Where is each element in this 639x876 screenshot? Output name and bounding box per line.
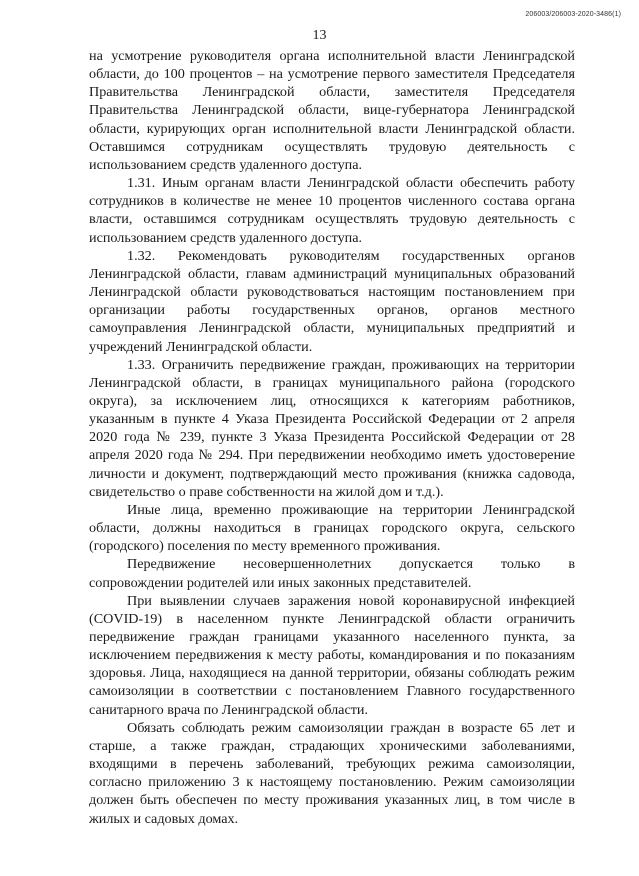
paragraph-1-31: 1.31. Иным органам власти Ленинградской области обеспечить работу сотрудников в количестве не менее 10 процентов численного состава органа власти, оставшимся сотрудникам осуществлять трудовую деятельность с использованием средств удаленного доступа.: [89, 175, 575, 246]
paragraph-temporary-residents: Иные лица, временно проживающие на территории Ленинградской области, должны находиться в границах городского округа, сельского (городского) поселения по месту временного проживания.: [89, 501, 575, 555]
paragraph-self-isolation: Обязать соблюдать режим самоизоляции граждан в возрасте 65 лет и старше, а также граждан, страдающих хроническими заболеваниями, входящими в перечень заболеваний, требующих режима самоизоляции, согласно приложению 3 к настоящему постановлению. Режим самоизоляции должен быть обеспечен по месту проживания указанных лиц, в том числе в жилых и садовых домах.: [89, 719, 575, 827]
paragraph-1-32: 1.32. Рекомендовать руководителям государственных органов Ленинградской области, главам администраций муниципальных образований Ленинградской области руководствоваться настоящим постановлением при организации работы государственных органов, органов местного самоуправления Ленинградской области, муниципальных предприятий и учреждений Ленинградской области.: [89, 247, 575, 355]
document-body: [89, 47, 575, 828]
paragraph-1-33: 1.33. Ограничить передвижение граждан, проживающих на территории Ленинградской области, в границах муниципального района (городского округа), за исключением лиц, относящихся к категориям работников, указанным в пункте 4 Указа Президента Российской Федерации от 2 апреля 2020 года № 239, пункте 3 Указа Президента Российской Федерации от 28 апреля 2020 года № 294. При передвижении необходимо иметь удостоверение личности и документ, подтверждающий место проживания (книжка садовода, свидетельство о праве собственности на жилой дом и т.д.).: [89, 356, 575, 500]
paragraph-covid-detection: При выявлении случаев заражения новой коронавирусной инфекцией (COVID-19) в населенном пункте Ленинградской области ограничить передвижение граждан границами указанного населенного пункта, за исключением передвижения к месту работы, командирования и по показаниям здоровья. Лица, находящиеся на данной территории, обязаны соблюдать режим самоизоляции в соответствии с постановлением Главного государственного санитарного врача по Ленинградской области.: [89, 592, 575, 718]
paragraph-continuation: на усмотрение руководителя органа исполнительной власти Ленинградской области, до 100 процентов – на усмотрение первого заместителя Председателя Правительства Ленинградской области, заместителя Председателя Правительства Ленинградской области, вице-губернатора Ленинградской области, курирующих орган исполнительной власти Ленинградской области. Оставшимся сотрудникам осуществлять трудовую деятельность с использованием средств удаленного доступа.: [89, 48, 575, 173]
document-id: 206003/206003-2020-3486(1): [525, 11, 621, 18]
paragraph-minors: Передвижение несовершеннолетних допускается только в сопровождении родителей или иных законных представителей.: [89, 556, 575, 591]
page-number: 13: [312, 28, 327, 43]
